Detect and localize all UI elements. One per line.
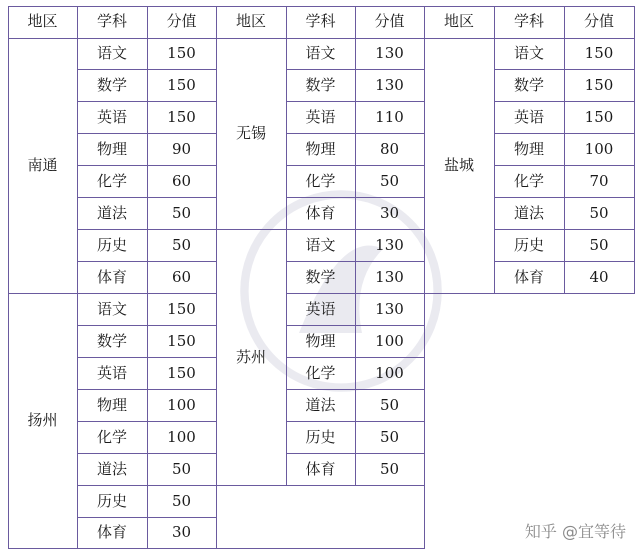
table-border <box>355 6 356 486</box>
score-table <box>8 6 634 548</box>
table-border <box>77 6 78 549</box>
subject-cell: 数学 <box>96 331 127 350</box>
region-cell-yangzhou: 扬州 <box>27 411 58 429</box>
subject-cell: 语文 <box>96 43 127 62</box>
subject-cell: 英语 <box>96 107 127 126</box>
subject-cell: 历史 <box>96 491 127 510</box>
score-cell: 130 <box>375 235 404 254</box>
score-cell: 100 <box>375 363 404 382</box>
table-border <box>424 38 635 39</box>
subject-cell: 体育 <box>305 459 336 478</box>
subject-cell: 数学 <box>513 75 544 94</box>
subject-cell: 体育 <box>305 203 336 222</box>
header-score: 分值 <box>583 12 614 31</box>
subject-cell: 英语 <box>513 107 544 126</box>
subject-cell: 数学 <box>305 75 336 94</box>
score-cell: 50 <box>379 395 400 414</box>
score-cell: 30 <box>171 523 192 541</box>
score-cell: 30 <box>379 203 400 222</box>
header-subject: 学科 <box>305 12 336 31</box>
score-cell: 150 <box>167 107 196 126</box>
score-cell: 100 <box>167 395 196 414</box>
score-cell: 100 <box>167 427 196 446</box>
score-cell: 150 <box>167 299 196 318</box>
subject-cell: 语文 <box>305 235 336 254</box>
score-cell: 70 <box>589 171 609 190</box>
subject-cell: 体育 <box>513 267 544 286</box>
score-cell: 50 <box>171 235 192 254</box>
header-region: 地区 <box>27 12 58 31</box>
subject-cell: 数学 <box>96 75 127 94</box>
table-border <box>564 6 565 294</box>
subject-cell: 道法 <box>305 395 336 414</box>
score-cell: 100 <box>375 331 404 350</box>
table-border <box>8 6 217 7</box>
subject-cell: 体育 <box>96 267 127 286</box>
table-border <box>8 293 217 294</box>
region-cell-suzhou: 苏州 <box>235 347 266 366</box>
header-score: 分值 <box>374 12 405 31</box>
subject-cell: 历史 <box>305 427 336 446</box>
score-cell: 60 <box>171 267 192 286</box>
subject-cell: 体育 <box>96 523 127 541</box>
score-cell: 130 <box>375 75 404 94</box>
subject-cell: 物理 <box>305 331 336 350</box>
subject-cell: 化学 <box>305 363 336 382</box>
subject-cell: 化学 <box>96 171 127 190</box>
table-border <box>147 6 148 549</box>
score-cell: 150 <box>584 43 614 62</box>
header-region: 地区 <box>443 12 474 31</box>
table-border <box>216 6 425 7</box>
score-cell: 50 <box>379 459 400 478</box>
table-border <box>216 548 425 549</box>
table-border <box>424 293 635 294</box>
score-cell: 130 <box>375 43 404 62</box>
subject-cell: 英语 <box>305 299 336 318</box>
subject-cell: 化学 <box>513 171 544 190</box>
subject-cell: 道法 <box>96 203 127 222</box>
score-cell: 130 <box>375 299 404 318</box>
score-cell: 50 <box>589 203 609 222</box>
subject-cell: 语文 <box>305 43 336 62</box>
table-border <box>8 548 217 549</box>
region-cell-yancheng: 盐城 <box>443 155 474 174</box>
region-cell-nantong: 南通 <box>27 155 58 174</box>
table-border <box>424 6 635 7</box>
header-score: 分值 <box>166 12 197 31</box>
subject-cell: 数学 <box>305 267 336 286</box>
subject-cell: 英语 <box>305 107 336 126</box>
score-cell: 50 <box>589 235 609 254</box>
score-cell: 50 <box>171 459 192 478</box>
table-border <box>216 38 425 39</box>
watermark-text: 知乎 @宜等待 <box>524 522 626 541</box>
subject-cell: 物理 <box>305 139 336 158</box>
table-border <box>216 229 425 230</box>
subject-cell: 历史 <box>513 235 544 254</box>
score-cell: 100 <box>584 139 614 158</box>
table-border <box>634 6 635 294</box>
header-subject: 学科 <box>96 12 127 31</box>
score-cell: 60 <box>171 171 192 190</box>
score-cell: 50 <box>171 203 192 222</box>
subject-cell: 语文 <box>513 43 544 62</box>
score-cell: 150 <box>584 107 614 126</box>
subject-cell: 道法 <box>96 459 127 478</box>
subject-cell: 道法 <box>513 203 544 222</box>
score-cell: 150 <box>584 75 614 94</box>
table-border <box>494 6 495 294</box>
table-border <box>216 485 425 486</box>
table-border <box>216 6 217 549</box>
score-cell: 110 <box>375 107 404 126</box>
table-border <box>286 6 287 486</box>
score-cell: 80 <box>379 139 400 158</box>
subject-cell: 化学 <box>305 171 336 190</box>
subject-cell: 物理 <box>96 139 127 158</box>
subject-cell: 语文 <box>96 299 127 318</box>
score-cell: 50 <box>379 171 400 190</box>
score-cell: 150 <box>167 75 196 94</box>
table-border <box>424 6 425 549</box>
score-cell: 90 <box>171 139 192 158</box>
score-cell: 130 <box>375 267 404 286</box>
subject-cell: 物理 <box>513 139 544 158</box>
score-cell: 150 <box>167 43 196 62</box>
score-cell: 150 <box>167 363 196 382</box>
header-region: 地区 <box>235 12 266 31</box>
score-cell: 50 <box>379 427 400 446</box>
subject-cell: 历史 <box>96 235 127 254</box>
table-border <box>8 38 217 39</box>
score-cell: 40 <box>589 267 609 286</box>
header-subject: 学科 <box>513 12 544 31</box>
score-cell: 50 <box>171 491 192 510</box>
subject-cell: 英语 <box>96 363 127 382</box>
subject-cell: 物理 <box>96 395 127 414</box>
table-border <box>8 6 9 549</box>
score-cell: 150 <box>167 331 196 350</box>
subject-cell: 化学 <box>96 427 127 446</box>
region-cell-wuxi: 无锡 <box>235 123 266 142</box>
